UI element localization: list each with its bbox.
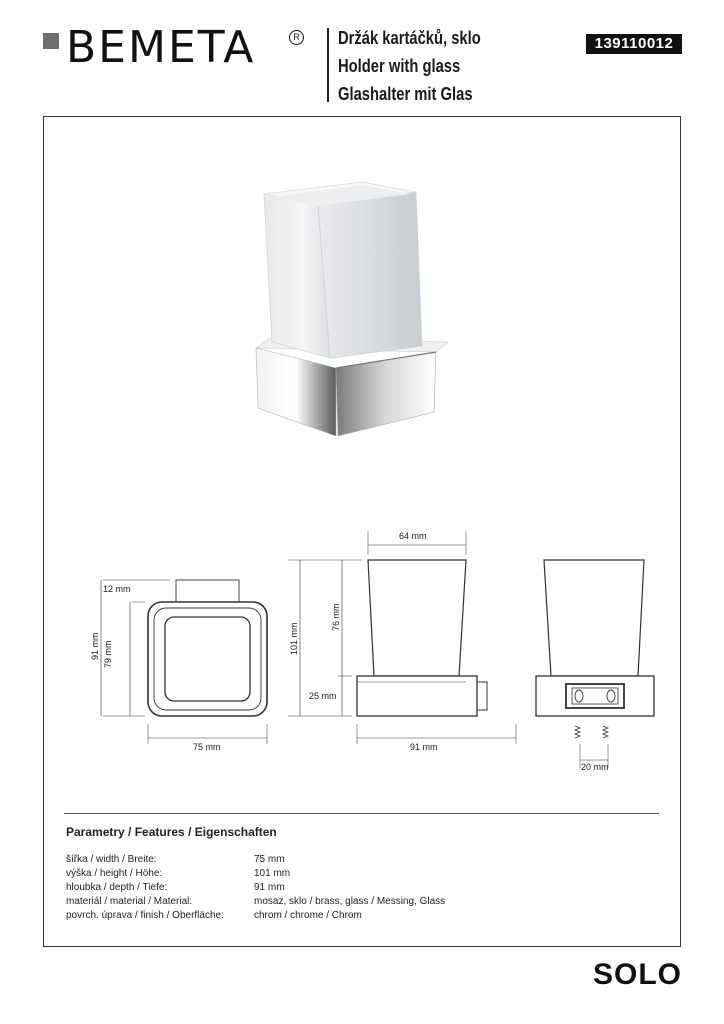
spec-row-height — [66, 868, 516, 882]
spec-row-depth — [66, 882, 516, 896]
dim-label-front-inner-height — [103, 640, 113, 668]
side-view-drawing — [288, 531, 516, 744]
brand-logo: BEMETA — [66, 22, 256, 73]
spec-row-width — [66, 854, 516, 868]
title-line-de: Glashalter mit Glas — [338, 84, 473, 104]
spec-row-material — [66, 896, 516, 910]
spec-value: 101 mm — [254, 868, 291, 879]
spec-label: šířka / width / Breite: — [66, 854, 157, 865]
features-heading: Parametry / Features / Eigenschaften — [66, 825, 277, 839]
dim-label-depth-top: 12 mm — [103, 584, 131, 594]
spec-row-finish — [66, 910, 516, 924]
dim-label-screw-spacing: 20 mm — [581, 762, 609, 772]
dim-label-side-depth: 91 mm — [410, 742, 438, 752]
registered-mark-icon: R — [289, 30, 304, 45]
series-name: SOLO — [592, 958, 682, 991]
title-line-en: Holder with glass — [338, 56, 461, 76]
spec-value: mosaz, sklo / brass, glass / Messing, Glass — [254, 896, 446, 907]
dim-label-glass-width: 64 mm — [399, 531, 427, 541]
dim-label-base-height: 25 mm — [309, 691, 337, 701]
front-view-drawing — [101, 580, 267, 744]
spec-label: materiál / material / Material: — [66, 896, 193, 907]
product-code-badge: 139110012 — [586, 34, 682, 54]
dim-label-glass-height — [331, 603, 341, 631]
spec-label: hloubka / depth / Tiefe: — [66, 882, 168, 893]
dim-glass-height-text: 76 mm — [331, 603, 341, 631]
features-separator — [64, 813, 659, 814]
spec-label: povrch. úprava / finish / Oberfläche: — [66, 910, 224, 921]
spec-value: chrom / chrome / Chrom — [254, 910, 362, 921]
dim-label-front-width: 75 mm — [193, 742, 221, 752]
dim-label-side-height — [289, 622, 299, 655]
dim-front-height-text: 91 mm — [90, 632, 100, 660]
spec-label: výška / height / Höhe: — [66, 868, 163, 879]
dim-front-inner-height-text: 79 mm — [103, 640, 113, 668]
title-line-cz: Držák kartáčků, sklo — [338, 28, 481, 48]
dim-side-height-text: 101 mm — [289, 622, 299, 655]
spec-value: 75 mm — [254, 854, 285, 865]
back-view-drawing — [536, 560, 654, 768]
spec-value: 91 mm — [254, 882, 285, 893]
